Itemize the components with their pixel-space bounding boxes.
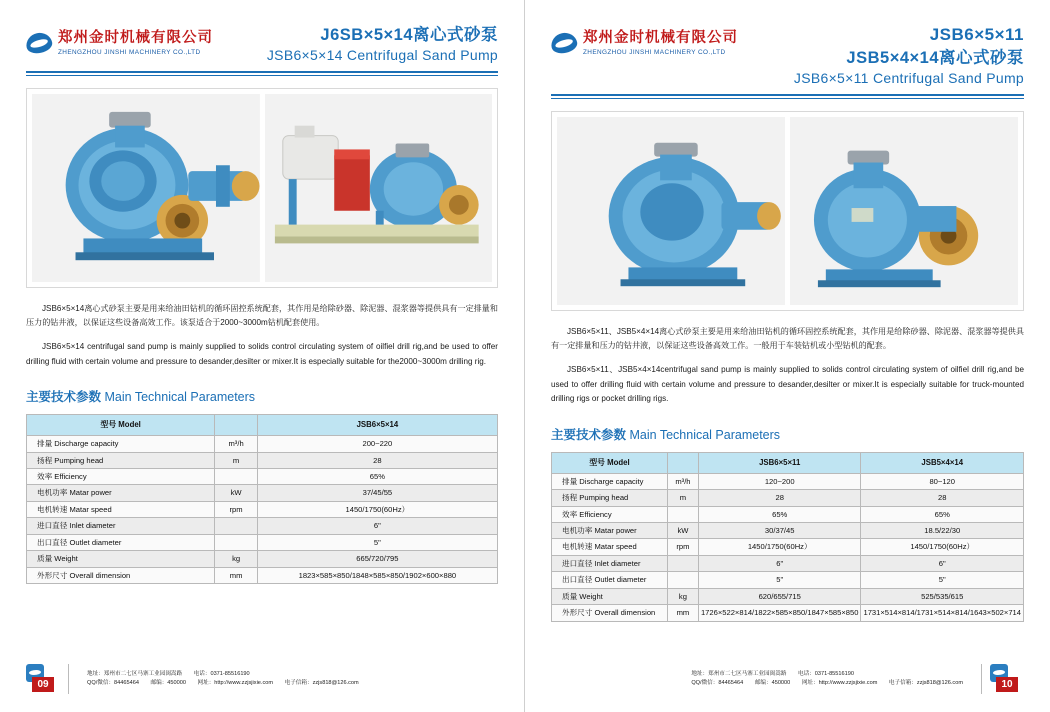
footer-zip: 邮编：450000 bbox=[754, 680, 791, 686]
spec-name: 外形尺寸 Overall dimension bbox=[27, 567, 215, 583]
table-row bbox=[552, 605, 1024, 621]
footer-qq: QQ/微信：84465464 bbox=[87, 680, 139, 686]
spec-unit: kW bbox=[215, 485, 257, 501]
th-model: 型号 Model bbox=[552, 452, 668, 473]
spec-name: 扬程 Pumping head bbox=[552, 490, 668, 506]
left-spec-table bbox=[26, 414, 498, 584]
left-header-rule-thin bbox=[26, 75, 498, 76]
spec-unit bbox=[215, 534, 257, 550]
footer-address: 地址：郑州市二七区马寨工业园闽嵩路 bbox=[691, 670, 787, 677]
right-title-cn-line2: JSB5×4×14离心式砂泵 bbox=[846, 48, 1024, 67]
spec-name: 排量 Discharge capacity bbox=[552, 473, 668, 489]
spec-value: 30/37/45 bbox=[698, 522, 861, 538]
table-row bbox=[27, 518, 498, 534]
spec-unit: mm bbox=[215, 567, 257, 583]
footer-contact-left bbox=[87, 670, 369, 689]
left-title-en: JSB6×5×14 Centrifugal Sand Pump bbox=[266, 47, 498, 64]
company-name-cn: 郑州金时机械有限公司 bbox=[58, 30, 213, 47]
table-row bbox=[27, 567, 498, 583]
page-badge-left bbox=[26, 664, 60, 694]
sand-pump-side-view-photo bbox=[790, 117, 1018, 305]
spec-value: 18.5/22/30 bbox=[861, 522, 1024, 538]
th-jsb5-4-14: JSB5×4×14 bbox=[861, 452, 1024, 473]
right-photo-panel bbox=[551, 111, 1024, 311]
right-header-rule bbox=[551, 94, 1024, 96]
spec-unit: m³/h bbox=[667, 473, 698, 489]
spec-name: 电机功率 Matar power bbox=[552, 522, 668, 538]
company-name-en-right: ZHENGZHOU JINSHI MACHINERY CO.,LTD bbox=[583, 48, 726, 56]
footer-web[interactable]: 网址：http://www.zzjsjixie.com bbox=[197, 680, 274, 686]
spec-name: 电机转速 Matar speed bbox=[552, 539, 668, 555]
water-drop-logo-icon bbox=[551, 30, 577, 56]
table-row bbox=[27, 436, 498, 452]
spec-value: 620/655/715 bbox=[698, 588, 861, 604]
table-row bbox=[552, 490, 1024, 506]
right-spec-table bbox=[551, 452, 1024, 622]
table-row bbox=[27, 469, 498, 485]
footer-divider bbox=[981, 664, 982, 694]
right-title-cn-line1: JSB6×5×11 bbox=[929, 25, 1024, 44]
spec-name: 外形尺寸 Overall dimension bbox=[552, 605, 668, 621]
right-section-title bbox=[551, 425, 1024, 443]
spec-value: 1450/1750(60Hz） bbox=[257, 501, 497, 517]
spec-value: 65% bbox=[861, 506, 1024, 522]
right-section-title-cn: 主要技术参数 bbox=[551, 427, 627, 442]
left-section-title-cn: 主要技术参数 bbox=[26, 390, 102, 405]
footer-tel: 电话：0371-85516190 bbox=[797, 670, 854, 677]
spec-name: 扬程 Pumping head bbox=[27, 452, 215, 468]
spec-value: 37/45/55 bbox=[257, 485, 497, 501]
spec-name: 效率 Efficiency bbox=[552, 506, 668, 522]
spec-value: 65% bbox=[698, 506, 861, 522]
table-row bbox=[552, 555, 1024, 571]
spec-unit: m³/h bbox=[215, 436, 257, 452]
spec-value: 6" bbox=[698, 555, 861, 571]
spec-name: 进口直径 Inlet diameter bbox=[552, 555, 668, 571]
spec-value: 80~120 bbox=[861, 473, 1024, 489]
right-page-header bbox=[551, 22, 1024, 89]
spec-unit: kg bbox=[215, 551, 257, 567]
footer-email[interactable]: 电子信箱：zzjs818@126.com bbox=[284, 680, 359, 686]
spec-value: 6" bbox=[257, 518, 497, 534]
spec-value: 120~200 bbox=[698, 473, 861, 489]
spec-value: 6" bbox=[861, 555, 1024, 571]
footer-zip: 邮编：450000 bbox=[150, 680, 186, 686]
th-unit bbox=[215, 415, 257, 436]
spec-value: 1450/1750(60Hz） bbox=[698, 539, 861, 555]
right-title-en: JSB6×5×11 Centrifugal Sand Pump bbox=[793, 70, 1024, 87]
right-footer bbox=[551, 664, 1024, 694]
company-logo-right bbox=[551, 22, 738, 56]
table-row bbox=[552, 506, 1024, 522]
spec-name: 电机功率 Matar power bbox=[27, 485, 215, 501]
sand-pump-bare-shaft-photo bbox=[32, 94, 260, 282]
footer-email[interactable]: 电子信箱：zzjs818@126.com bbox=[888, 680, 963, 686]
page-badge-right bbox=[990, 664, 1024, 694]
right-paragraph-en: JSB6×5×11、JSB5×4×14centrifugal sand pump is mainly supplied to solids control circulating system of oilfiel drill rig,and be used to offer drilling fluid with certain volume and pressure to desander,desilter or mixer.It is especially suitable for truck-mounted drilling rigs or pocket drilling rigs. bbox=[551, 365, 1024, 404]
table-row bbox=[27, 551, 498, 567]
footer-qq: QQ/微信：84465464 bbox=[691, 680, 744, 686]
table-row bbox=[552, 588, 1024, 604]
page-number-right: 10 bbox=[996, 677, 1018, 692]
spec-unit bbox=[667, 572, 698, 588]
footer-contact-right bbox=[691, 670, 973, 689]
spec-value: 1726×522×814/1822×585×850/1847×585×850 bbox=[698, 605, 861, 621]
spec-unit bbox=[667, 506, 698, 522]
right-section-title-en: Main Technical Parameters bbox=[629, 427, 781, 442]
left-section-title-en: Main Technical Parameters bbox=[104, 390, 256, 405]
spec-value: 1731×514×814/1731×514×814/1643×502×714 bbox=[861, 605, 1024, 621]
spec-unit: m bbox=[667, 490, 698, 506]
footer-tel: 电话：0371-85516190 bbox=[193, 670, 250, 677]
spec-name: 出口直径 Outlet diameter bbox=[552, 572, 668, 588]
spec-value: 1823×585×850/1848×585×850/1902×600×880 bbox=[257, 567, 497, 583]
company-name-en: ZHENGZHOU JINSHI MACHINERY CO.,LTD bbox=[58, 48, 201, 56]
spec-value: 28 bbox=[861, 490, 1024, 506]
th-jsb6-5-11: JSB6×5×11 bbox=[698, 452, 861, 473]
table-row bbox=[27, 485, 498, 501]
spec-value: 1450/1750(60Hz） bbox=[861, 539, 1024, 555]
spec-value: 28 bbox=[257, 452, 497, 468]
spec-unit bbox=[667, 555, 698, 571]
table-row bbox=[552, 572, 1024, 588]
left-product-title bbox=[267, 22, 498, 66]
right-paragraph-cn: JSB6×5×11、JSB5×4×14离心式砂泵主要是用来给油田钻机的循环固控系统配套，其作用是给除砂器、除泥器、混浆器等提供具有一定排量和压力的钻井液，以保证这些设备高效工作。一般用于车装钻机或小型钻机的配套。 bbox=[551, 326, 1024, 350]
spec-value: 200~220 bbox=[257, 436, 497, 452]
th-unit bbox=[667, 452, 698, 473]
table-row bbox=[552, 473, 1024, 489]
water-drop-logo-icon bbox=[26, 30, 52, 56]
left-footer bbox=[26, 664, 498, 694]
sand-pump-front-view-photo bbox=[557, 117, 785, 305]
th-model: 型号 Model bbox=[27, 415, 215, 436]
table-row bbox=[27, 534, 498, 550]
spec-name: 排量 Discharge capacity bbox=[27, 436, 215, 452]
footer-address: 地址：郑州市二七区马寨工业园闽嵩路 bbox=[87, 670, 183, 677]
left-header-rule bbox=[26, 71, 498, 73]
spec-unit: m bbox=[215, 452, 257, 468]
table-header-row bbox=[552, 452, 1024, 473]
spec-name: 电机转速 Matar speed bbox=[27, 501, 215, 517]
spec-value: 5" bbox=[257, 534, 497, 550]
left-paragraph-cn: JSB6×5×14离心式砂泵主要是用来给油田钻机的循环固控系统配套，其作用是给除砂器、除泥器、混浆器等提供具有一定排量和压力的钻井液，以保证这些设备高效工作。该泵适合于2000~3000m钻机配套使用。 bbox=[26, 303, 498, 328]
spec-name: 质量 Weight bbox=[27, 551, 215, 567]
spec-unit: kW bbox=[667, 522, 698, 538]
left-photo-panel bbox=[26, 88, 498, 288]
table-header-row bbox=[27, 415, 498, 436]
right-header-rule-thin bbox=[551, 98, 1024, 99]
table-row bbox=[27, 501, 498, 517]
spec-value: 665/720/795 bbox=[257, 551, 497, 567]
left-title-cn: J6SB×5×14离心式砂泵 bbox=[320, 26, 498, 44]
company-name-cn-right: 郑州金时机械有限公司 bbox=[583, 30, 738, 47]
spec-unit bbox=[215, 518, 257, 534]
spec-value: 5" bbox=[861, 572, 1024, 588]
spec-value: 525/535/615 bbox=[861, 588, 1024, 604]
table-row bbox=[27, 452, 498, 468]
page-number-left: 09 bbox=[32, 677, 54, 692]
footer-divider bbox=[68, 664, 69, 694]
table-row bbox=[552, 522, 1024, 538]
spec-name: 出口直径 Outlet diameter bbox=[27, 534, 215, 550]
spec-name: 效率 Efficiency bbox=[27, 469, 215, 485]
spec-value: 28 bbox=[698, 490, 861, 506]
th-jsb6-5-14: JSB6×5×14 bbox=[257, 415, 497, 436]
spec-unit: mm bbox=[667, 605, 698, 621]
right-page bbox=[525, 0, 1050, 712]
spec-value: 65% bbox=[257, 469, 497, 485]
sand-pump-motor-skid-photo bbox=[265, 94, 493, 282]
spec-name: 质量 Weight bbox=[552, 588, 668, 604]
spec-unit: rpm bbox=[215, 501, 257, 517]
table-row bbox=[552, 539, 1024, 555]
spec-unit: kg bbox=[667, 588, 698, 604]
left-paragraph-en: JSB6×5×14 centrifugal sand pump is mainly supplied to solids control circulating system of oilfiel drill rig,and be used to offer drilling fluid with certain volume and pressure to desander,desilter or mixer.It is especially suitable for the2000~3000m drilling rig. bbox=[26, 342, 498, 366]
spec-name: 进口直径 Inlet diameter bbox=[27, 518, 215, 534]
footer-web[interactable]: 网址：http://www.zzjsjixie.com bbox=[801, 680, 878, 686]
left-page-header bbox=[26, 22, 498, 66]
company-logo bbox=[26, 22, 213, 56]
spec-value: 5" bbox=[698, 572, 861, 588]
spec-unit bbox=[215, 469, 257, 485]
left-section-title bbox=[26, 387, 498, 405]
right-product-title bbox=[794, 22, 1024, 89]
spec-unit: rpm bbox=[667, 539, 698, 555]
